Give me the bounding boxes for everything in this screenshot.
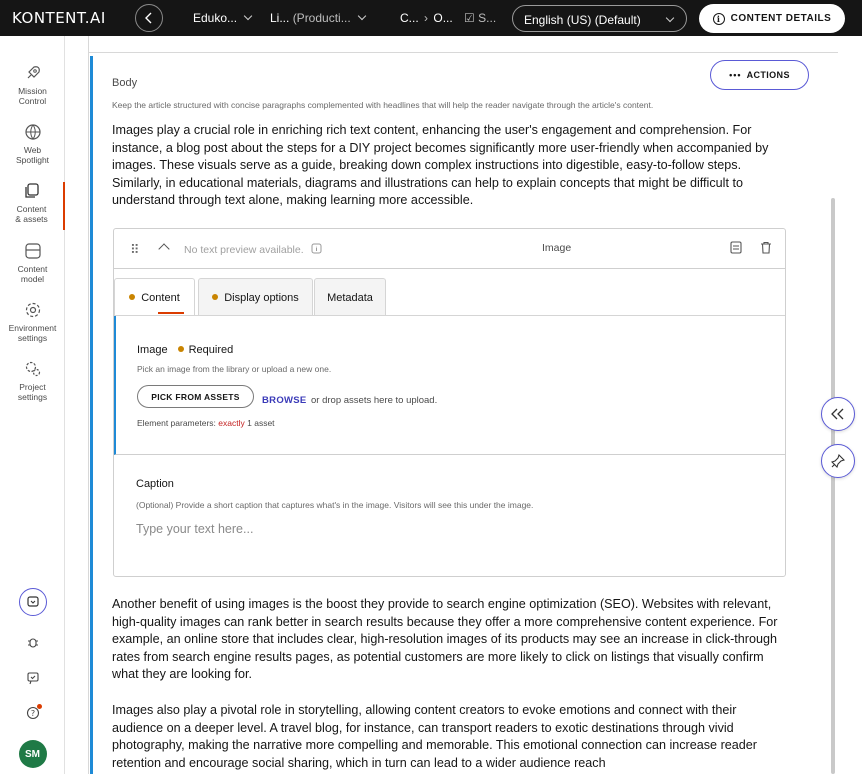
language-value: English (US) (Default) <box>524 13 641 27</box>
chevron-down-icon <box>357 12 365 20</box>
left-navigation <box>0 36 65 774</box>
environment-name: Li... <box>270 11 290 25</box>
more-icon: ••• <box>729 70 742 80</box>
image-component <box>113 228 786 577</box>
tab-label: Display options <box>224 292 299 304</box>
notification-dot <box>37 704 42 709</box>
item-crumb: O... <box>433 11 453 25</box>
params-count: 1 asset <box>247 418 275 428</box>
active-tab-indicator <box>158 312 184 314</box>
svg-text:?: ? <box>30 709 35 718</box>
required-dot <box>178 346 184 352</box>
double-chevron-left-icon <box>831 408 845 420</box>
content-details-label: CONTENT DETAILS <box>730 13 832 24</box>
status-dot <box>212 294 218 300</box>
content-crumb: C... <box>400 11 419 25</box>
status-dot <box>129 294 135 300</box>
nav-feedback[interactable] <box>0 671 65 685</box>
element-parameters <box>137 418 275 428</box>
environment-note: (Producti... <box>292 11 351 25</box>
breadcrumb-content[interactable] <box>400 11 496 25</box>
caption-label: Caption <box>136 478 174 490</box>
nav-item-environment-settings[interactable] <box>0 301 65 343</box>
editor-main <box>66 36 862 774</box>
upload-hint <box>262 390 437 408</box>
element-guidelines: Keep the article structured with concise paragraphs complemented with headlines that will help the reader navigate through the article's content. <box>112 100 654 110</box>
pick-label: PICK FROM ASSETS <box>151 391 240 402</box>
params-prefix: Element parameters: <box>137 418 216 428</box>
image-label: Image <box>137 344 168 356</box>
nav-label: Environment <box>8 323 57 333</box>
nav-user[interactable] <box>0 740 65 768</box>
breadcrumb-project[interactable] <box>193 11 251 25</box>
pin-button[interactable] <box>821 444 855 478</box>
component-preview <box>184 242 322 256</box>
nav-item-web-spotlight[interactable] <box>0 123 65 165</box>
assistant-button[interactable] <box>19 588 47 616</box>
breadcrumb-environment[interactable] <box>270 11 365 25</box>
tab-metadata[interactable] <box>314 278 386 315</box>
info-icon <box>311 243 322 254</box>
tab-display-options[interactable] <box>198 278 313 315</box>
status-crumb: S... <box>478 11 497 25</box>
content-details-button[interactable] <box>699 4 845 33</box>
image-guidelines: Pick an image from the library or upload a new one. <box>137 364 332 374</box>
globe-icon <box>24 123 42 141</box>
gear-icon <box>24 301 42 319</box>
project-name: Eduko... <box>193 11 238 25</box>
chevron-down-icon <box>666 14 674 22</box>
image-element <box>114 316 785 455</box>
chevron-down-icon <box>244 12 252 20</box>
rich-text-paragraph[interactable]: Images play a crucial role in enriching rich text content, enhancing the user's engagement and comprehension. For instance, a blog post about the steps for a DIY project becomes significantly more user-friendly when accompanied by images. These visuals serve as a guide, breaking down complex instructions into digestible, easy-to-follow steps. Similarly, in educational materials, diagrams and illustrations can help to explain concepts that might be difficult to understand through text alone, making learning more accessible. <box>112 123 769 208</box>
rocket-icon <box>24 64 42 82</box>
nav-label: Spotlight <box>15 155 50 165</box>
params-exactly: exactly <box>218 418 245 428</box>
panel-border <box>88 36 89 774</box>
copy-icon[interactable] <box>730 241 742 254</box>
drop-text: or drop assets here to upload. <box>311 395 438 406</box>
nav-label: Web <box>23 145 42 155</box>
content-icon <box>23 182 41 200</box>
logo: KONTENT.AI <box>12 9 106 27</box>
chevron-right-icon: › <box>424 11 429 25</box>
gears-icon <box>24 360 42 378</box>
component-type: Image <box>542 242 572 254</box>
tab-content[interactable] <box>114 278 195 316</box>
avatar[interactable]: SM <box>19 740 47 768</box>
nav-item-content-model[interactable] <box>0 242 65 284</box>
info-icon: i <box>713 13 725 25</box>
caption-guidelines: (Optional) Provide a short caption that captures what's in the image. Visitors will see this under the image. <box>136 500 534 510</box>
help-button[interactable] <box>26 706 40 725</box>
required-label: Required <box>188 344 234 356</box>
caption-input[interactable]: Type your text here... <box>136 522 254 536</box>
pin-icon <box>831 454 845 468</box>
nav-label: settings <box>17 392 48 402</box>
collapse-icon[interactable] <box>158 243 169 254</box>
nav-item-mission-control[interactable] <box>0 64 65 106</box>
assistant-icon <box>26 595 40 609</box>
language-select[interactable] <box>512 5 687 32</box>
back-button[interactable] <box>135 4 163 32</box>
pick-from-assets-button[interactable] <box>137 385 254 408</box>
nav-label: Project <box>19 382 46 392</box>
feedback-icon <box>26 671 40 685</box>
tab-label: Content <box>141 292 180 304</box>
trash-icon[interactable] <box>760 241 772 254</box>
caption-element <box>114 455 785 576</box>
focus-indicator <box>90 56 93 774</box>
drag-handle-icon[interactable]: ⠿ <box>130 242 139 257</box>
rich-text-paragraph[interactable]: Another benefit of using images is the boost they provide to search engine optimization (SEO). Websites with relevant, high-quality images can rank better in search results because they offer a more comprehensive content experience. For example, an online store that includes clear, high-resolution images of its products may see an increase in click-through rates from search engine results pages, as potential customers are more likely to click on listings that visually confirm what they are looking for. <box>112 597 778 682</box>
tab-label: Metadata <box>327 292 373 304</box>
nav-label: & assets <box>15 214 48 224</box>
browse-link[interactable]: BROWSE <box>262 395 307 406</box>
scrollbar[interactable] <box>831 198 835 774</box>
nav-item-project-settings[interactable] <box>0 360 65 402</box>
nav-label: settings <box>17 333 48 343</box>
nav-label: Content <box>16 204 47 214</box>
collapse-sidebar-button[interactable] <box>821 397 855 431</box>
divider <box>88 52 838 53</box>
element-label: Body <box>112 77 138 89</box>
actions-button[interactable] <box>710 60 809 90</box>
top-bar <box>0 0 862 36</box>
nav-label: Control <box>18 96 47 106</box>
rich-text-paragraph[interactable]: Images also play a pivotal role in storytelling, allowing content creators to evoke emotions and connect with their audience on a deeper level. A travel blog, for instance, can transport readers to exotic destinations through vivid photography, making the narrative more compelling and memorable. This emotional connection can increase reader retention and encourage social sharing, which in turn can lead to a wider audience reach <box>112 703 757 770</box>
nav-label: Mission <box>18 86 47 96</box>
nav-assistant[interactable] <box>0 588 65 616</box>
nav-label: model <box>20 274 45 284</box>
nav-item-content-assets[interactable] <box>0 182 65 230</box>
chevron-left-icon <box>144 12 154 24</box>
model-icon <box>24 242 42 260</box>
nav-label: Content <box>17 264 48 274</box>
bug-icon <box>26 636 40 650</box>
actions-label: ACTIONS <box>746 70 790 80</box>
component-header <box>114 229 785 269</box>
nav-help[interactable] <box>0 706 65 725</box>
preview-text: No text preview available. <box>184 244 304 256</box>
image-element-header <box>137 340 233 358</box>
checkbox-icon: ☑ <box>464 11 475 25</box>
nav-bug[interactable] <box>0 636 65 650</box>
